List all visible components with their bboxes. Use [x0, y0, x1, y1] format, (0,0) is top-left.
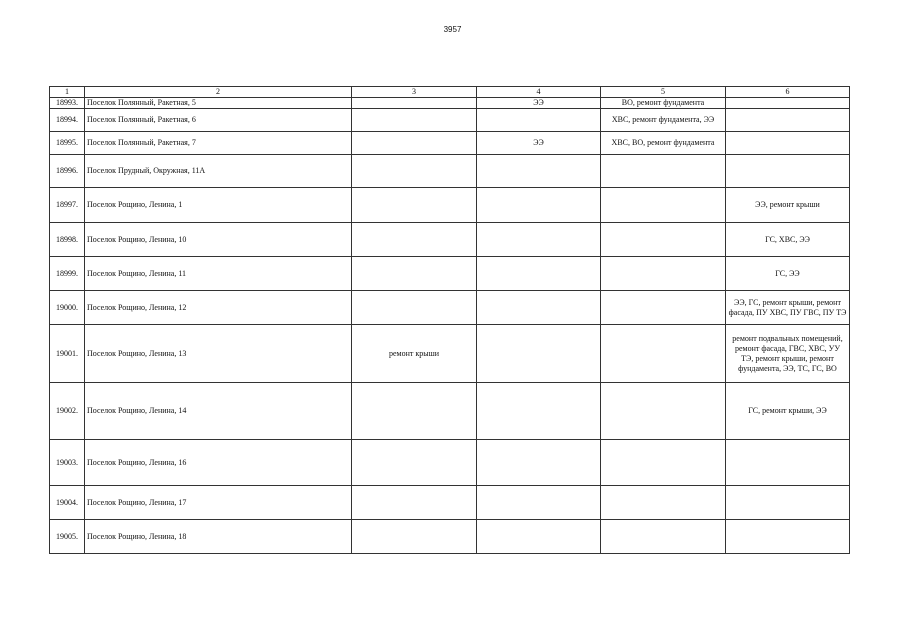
column-6-cell: ГС, ХВС, ЭЭ [726, 223, 850, 257]
address-cell: Поселок Полянный, Ракетная, 5 [85, 98, 352, 109]
row-number: 19004. [50, 486, 85, 520]
column-5-cell [601, 188, 726, 223]
address-cell: Поселок Полянный, Ракетная, 7 [85, 132, 352, 155]
column-5-cell [601, 383, 726, 440]
column-6-cell: ЭЭ, ГС, ремонт крыши, ремонт фасада, ПУ ХВС, ПУ ГВС, ПУ ТЭ [726, 291, 850, 325]
column-6-cell [726, 98, 850, 109]
column-4-cell: ЭЭ [477, 98, 601, 109]
page-number: 3957 [443, 25, 462, 34]
column-4-cell: ЭЭ [477, 132, 601, 155]
column-5-cell [601, 325, 726, 383]
column-3-cell [352, 109, 477, 132]
header-row [50, 87, 850, 98]
table-row [50, 223, 850, 257]
column-3-cell [352, 98, 477, 109]
column-3-cell [352, 188, 477, 223]
column-3-cell [352, 383, 477, 440]
column-header: 5 [601, 87, 726, 98]
column-4-cell [477, 291, 601, 325]
column-5-cell [601, 257, 726, 291]
column-header: 6 [726, 87, 850, 98]
column-4-cell [477, 155, 601, 188]
table-row [50, 325, 850, 383]
row-number: 18996. [50, 155, 85, 188]
column-5-cell [601, 440, 726, 486]
table-row [50, 520, 850, 554]
column-4-cell [477, 109, 601, 132]
table-row [50, 291, 850, 325]
row-number: 19001. [50, 325, 85, 383]
column-5-cell [601, 223, 726, 257]
column-5-cell: ХВС, ВО, ремонт фундамента [601, 132, 726, 155]
address-cell: Поселок Рощино, Ленина, 16 [85, 440, 352, 486]
column-3-cell: ремонт крыши [352, 325, 477, 383]
column-6-cell [726, 486, 850, 520]
column-5-cell: ХВС, ремонт фундамента, ЭЭ [601, 109, 726, 132]
row-number: 18998. [50, 223, 85, 257]
table-row [50, 109, 850, 132]
column-3-cell [352, 132, 477, 155]
column-3-cell [352, 520, 477, 554]
address-cell: Поселок Рощино, Ленина, 10 [85, 223, 352, 257]
address-cell: Поселок Прудный, Окружная, 11А [85, 155, 352, 188]
table-row [50, 440, 850, 486]
column-5-cell [601, 291, 726, 325]
row-number: 19000. [50, 291, 85, 325]
address-cell: Поселок Рощино, Ленина, 14 [85, 383, 352, 440]
address-cell: Поселок Рощино, Ленина, 18 [85, 520, 352, 554]
column-3-cell [352, 486, 477, 520]
table-row [50, 132, 850, 155]
row-number: 18995. [50, 132, 85, 155]
column-header: 3 [352, 87, 477, 98]
row-number: 19003. [50, 440, 85, 486]
row-number: 18999. [50, 257, 85, 291]
column-5-cell [601, 155, 726, 188]
table-row [50, 98, 850, 109]
column-3-cell [352, 291, 477, 325]
row-number: 19002. [50, 383, 85, 440]
column-header: 1 [50, 87, 85, 98]
column-4-cell [477, 257, 601, 291]
column-6-cell [726, 155, 850, 188]
column-6-cell [726, 132, 850, 155]
column-4-cell [477, 520, 601, 554]
row-number: 19005. [50, 520, 85, 554]
address-cell: Поселок Рощино, Ленина, 1 [85, 188, 352, 223]
row-number: 18997. [50, 188, 85, 223]
column-3-cell [352, 257, 477, 291]
column-6-cell [726, 440, 850, 486]
address-cell: Поселок Полянный, Ракетная, 6 [85, 109, 352, 132]
column-header: 4 [477, 87, 601, 98]
data-table [49, 86, 850, 554]
address-cell: Поселок Рощино, Ленина, 11 [85, 257, 352, 291]
column-3-cell [352, 155, 477, 188]
column-3-cell [352, 440, 477, 486]
column-4-cell [477, 383, 601, 440]
address-cell: Поселок Рощино, Ленина, 13 [85, 325, 352, 383]
row-number: 18994. [50, 109, 85, 132]
column-6-cell [726, 109, 850, 132]
column-3-cell [352, 223, 477, 257]
column-6-cell: ГС, ЭЭ [726, 257, 850, 291]
table-row [50, 257, 850, 291]
column-6-cell: ремонт подвальных помещений, ремонт фасада, ГВС, ХВС, УУ ТЭ, ремонт крыши, ремонт фундамента, ЭЭ, ТС, ГС, ВО [726, 325, 850, 383]
table-row [50, 486, 850, 520]
column-4-cell [477, 188, 601, 223]
column-6-cell: ЭЭ, ремонт крыши [726, 188, 850, 223]
column-4-cell [477, 325, 601, 383]
address-cell: Поселок Рощино, Ленина, 17 [85, 486, 352, 520]
column-4-cell [477, 223, 601, 257]
table-row [50, 383, 850, 440]
column-4-cell [477, 440, 601, 486]
column-header: 2 [85, 87, 352, 98]
column-4-cell [477, 486, 601, 520]
column-5-cell: ВО, ремонт фундамента [601, 98, 726, 109]
column-6-cell [726, 520, 850, 554]
column-5-cell [601, 486, 726, 520]
row-number: 18993. [50, 98, 85, 109]
table-row [50, 188, 850, 223]
column-6-cell: ГС, ремонт крыши, ЭЭ [726, 383, 850, 440]
table-row [50, 155, 850, 188]
column-5-cell [601, 520, 726, 554]
address-cell: Поселок Рощино, Ленина, 12 [85, 291, 352, 325]
